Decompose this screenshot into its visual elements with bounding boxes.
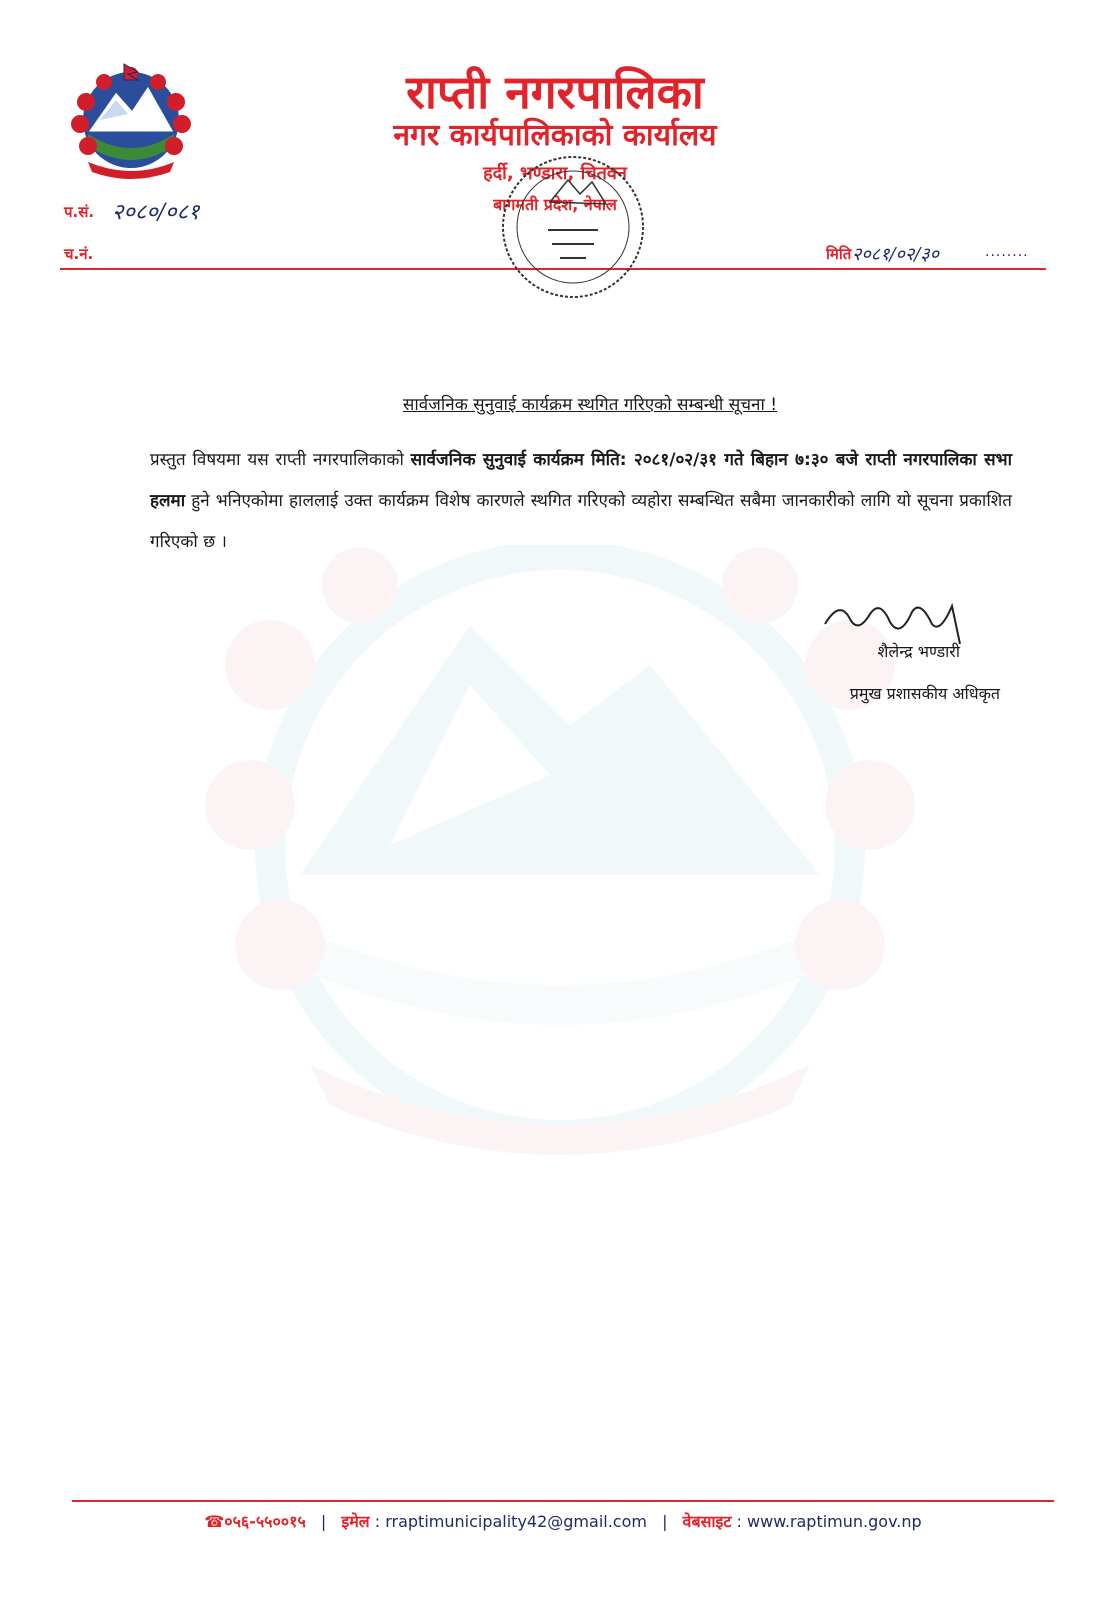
signatory-designation: प्रमुख प्रशासकीय अधिकृत — [849, 684, 1000, 703]
address-line-2: बागमती प्रदेश, नेपाल — [493, 195, 617, 214]
footer-contact: ☎०५६-५५००१५ | इमेल : rraptimunicipality42@gmail.com | वेबसाइट : www.raptimun.gov.np — [204, 1512, 922, 1531]
date-dots: ........ — [985, 244, 1029, 260]
email-link[interactable]: rraptimunicipality42@gmail.com — [385, 1512, 647, 1531]
signatory-name: शैलेन्द्र भण्डारी — [877, 642, 960, 661]
date-label: मिति — [826, 245, 852, 263]
phone-number: ०५६-५५००१५ — [224, 1512, 306, 1531]
footer-divider — [72, 1500, 1054, 1502]
municipality-title: राप्ती नगरपालिका — [406, 65, 704, 119]
footer-separator: | — [320, 1512, 327, 1531]
address-line-1: हर्दी, भण्डारा, चितवन — [483, 163, 627, 184]
notice-body-part-1: प्रस्तुत विषयमा यस राप्ती नगरपालिकाको — [150, 450, 411, 470]
office-stamp-icon — [488, 142, 658, 312]
website-label: वेबसाइट — [682, 1512, 732, 1531]
office-subtitle: नगर कार्यपालिकाको कार्यालय — [393, 118, 717, 153]
notice-body-bold: सार्वजनिक सुनुवाई कार्यक्रम मिति: २०८१/०२/३१ गते बिहान ७:३० बजे राप्ती नगरपालिका सभा हलमा — [150, 450, 1012, 511]
notice-body — [150, 440, 1012, 563]
website-link[interactable]: www.raptimun.gov.np — [747, 1512, 922, 1531]
email-label: इमेल — [341, 1512, 370, 1531]
footer-separator: | — [662, 1512, 668, 1531]
reference-label: प.सं. — [64, 203, 95, 221]
phone-icon: ☎ — [204, 1512, 225, 1531]
notice-title: सार्वजनिक सुनुवाई कार्यक्रम स्थगित गरिएको सम्बन्धी सूचना ! — [402, 395, 778, 415]
date-value: २०८१/०२/३० — [852, 244, 940, 265]
nepal-emblem-icon — [66, 62, 196, 182]
reference-number: २०८०/०८१ — [112, 200, 200, 225]
dispatch-label: च.नं. — [64, 245, 94, 263]
notice-body-part-2: हुने भनिएकोमा हाललाई उक्त कार्यक्रम विशेष कारणले स्थगित गरिएको व्यहोरा सम्बन्धित सबैमा जानकारीको लागि यो सूचना प्रकाशित गरिएको छ । — [150, 491, 1012, 552]
